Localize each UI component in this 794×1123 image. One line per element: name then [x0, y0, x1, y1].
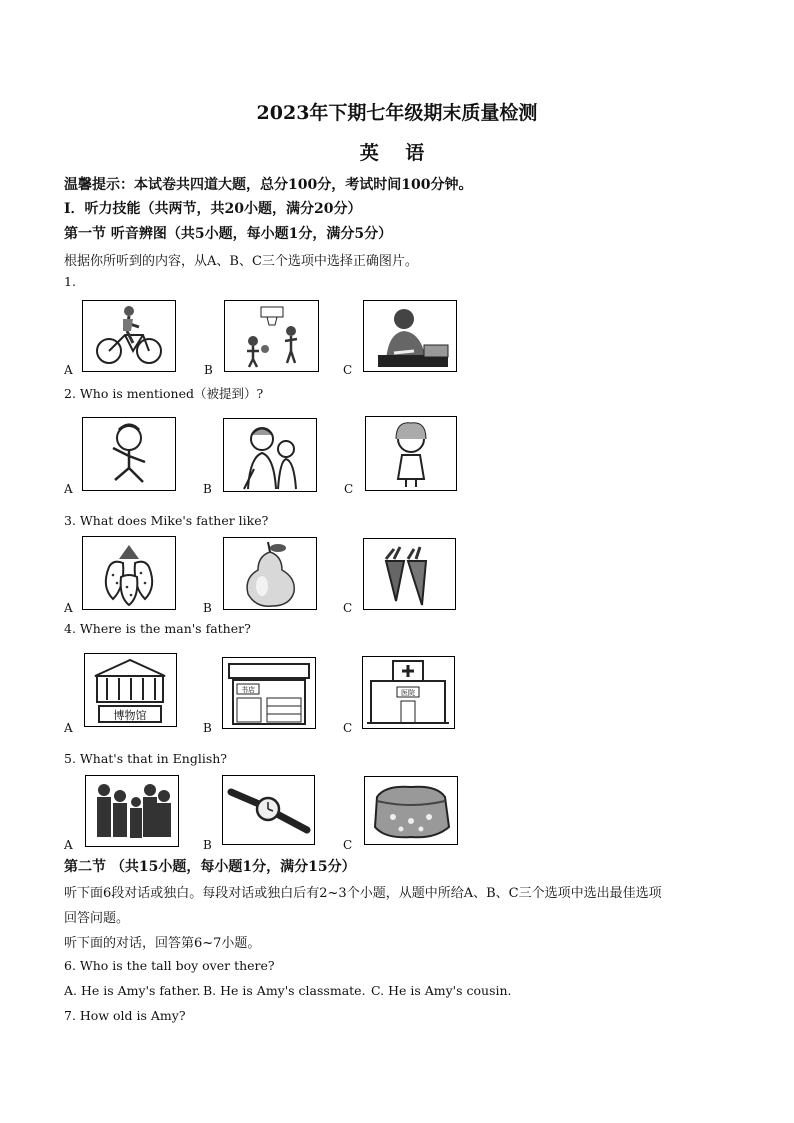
hospital-sign: 医院	[401, 689, 415, 697]
part1-heading: Ⅰ．听力技能（共两节，共20小题，满分20分）	[64, 201, 362, 217]
tip-text: 温馨提示：本试卷共四道大题，总分100分，考试时间100分钟。	[64, 177, 473, 193]
bookstore-sign: 书店	[241, 686, 255, 694]
section1-heading: 第一节 听音辨图（共5小题，每小题1分，满分5分）	[64, 226, 393, 242]
question-5-text: 5. What's that in English?	[64, 751, 228, 766]
museum-sign: 博物馆	[113, 709, 147, 722]
grandparents-icon[interactable]	[223, 418, 317, 492]
question-2-text: 2. Who is mentioned（被提到）?	[64, 386, 264, 401]
bookstore-icon[interactable]	[222, 657, 316, 729]
boy-running-icon[interactable]	[82, 417, 176, 491]
question-6-text: 6. Who is the tall boy over there?	[64, 958, 275, 973]
question-6-option-c[interactable]: C. He is Amy's cousin.	[371, 983, 512, 998]
girl-bicycle-icon[interactable]	[82, 300, 176, 372]
watch-icon[interactable]	[222, 775, 315, 845]
strawberries-icon[interactable]	[82, 536, 176, 610]
section1-instruction: 根据你所听到的内容，从A、B、C三个选项中选择正确图片。	[64, 254, 418, 269]
question-4-text: 4. Where is the man's father?	[64, 621, 251, 636]
question-6-option-a[interactable]: A. He is Amy's father.	[64, 983, 201, 998]
hospital-icon[interactable]	[362, 656, 455, 729]
boy-writing-icon[interactable]	[363, 300, 457, 372]
question-7-text: 7. How old is Amy?	[64, 1008, 186, 1023]
section2-heading: 第二节 （共15小题，每小题1分，满分15分）	[64, 859, 356, 875]
girl-icon[interactable]	[365, 416, 457, 491]
section2-instruction-line2: 回答问题。	[64, 911, 130, 926]
question-3-text: 3. What does Mike's father like?	[64, 513, 269, 528]
pear-icon[interactable]	[223, 537, 317, 610]
carrots-icon[interactable]	[363, 538, 456, 610]
question-6-option-b[interactable]: B. He is Amy's classmate.	[203, 983, 366, 998]
section2-instruction-line1: 听下面6段对话或独白。每段对话或独白后有2~3个小题，从题中所给A、B、C三个选项中选出最佳选项	[64, 886, 662, 901]
quilt-icon[interactable]	[364, 776, 458, 845]
page-title: 2023年下期七年级期末质量检测	[256, 102, 538, 124]
subject-title: 英 语	[359, 142, 435, 164]
question-1-number: 1.	[64, 274, 76, 289]
dialog-instruction: 听下面的对话，回答第6~7小题。	[64, 936, 261, 951]
boys-basketball-icon[interactable]	[224, 300, 319, 372]
family-icon[interactable]	[85, 775, 179, 847]
museum-icon[interactable]	[84, 653, 177, 727]
